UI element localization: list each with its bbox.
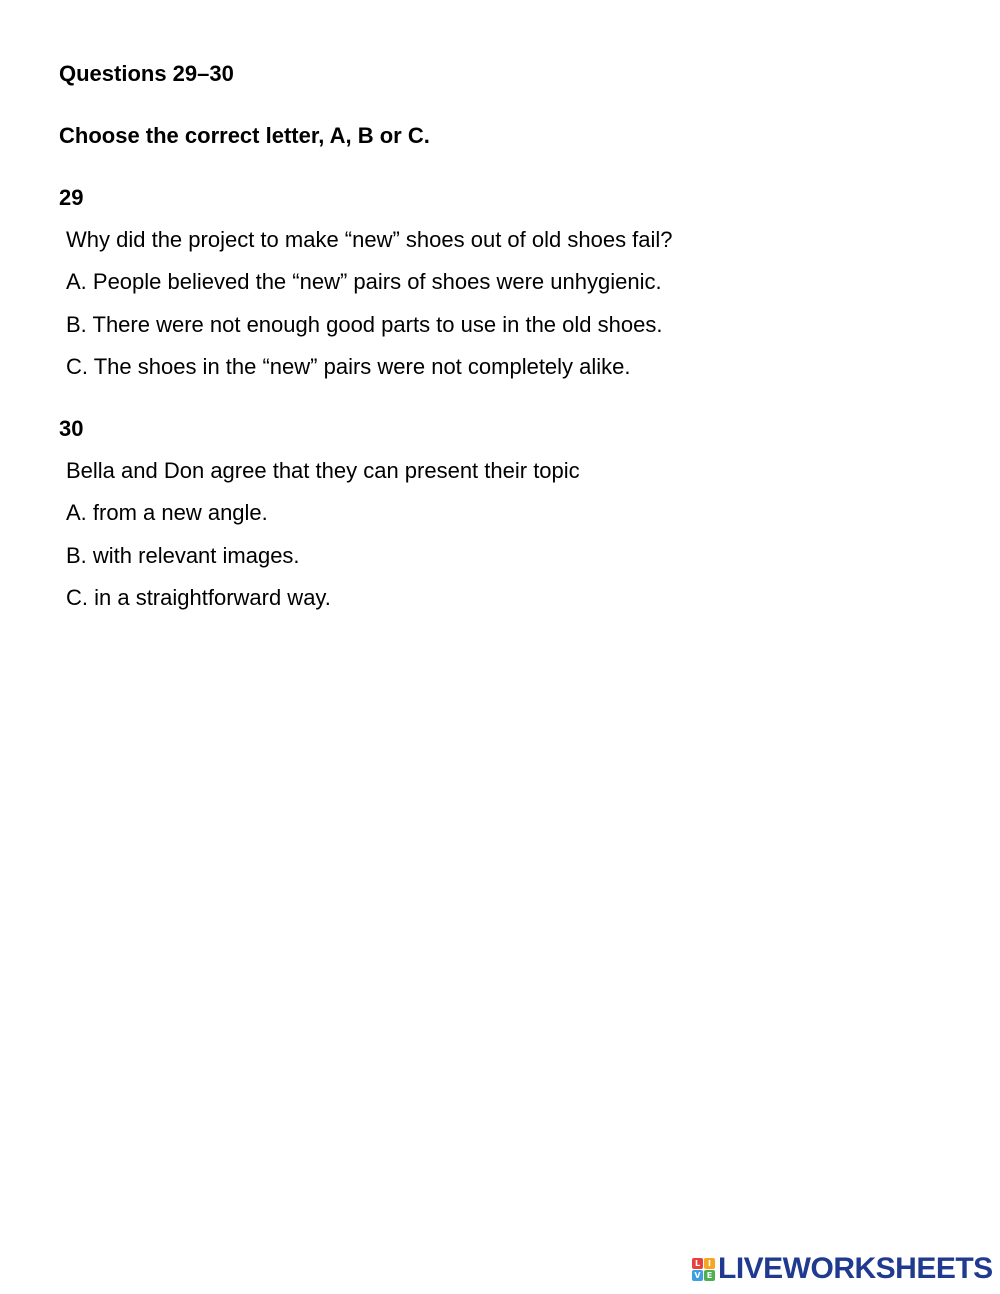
- question-29-number: 29: [59, 185, 84, 210]
- question-29-prompt: Why did the project to make “new” shoes out of old shoes fail?: [66, 227, 673, 252]
- logo-mark-icon: [692, 1258, 715, 1281]
- logo-mark-letter-v: V: [692, 1270, 703, 1281]
- section-title: Questions 29–30: [59, 61, 234, 86]
- logo-mark-letter-e: E: [704, 1270, 715, 1281]
- question-30-prompt: Bella and Don agree that they can present their topic: [66, 458, 580, 483]
- question-30-option-c: C. in a straightforward way.: [66, 585, 331, 610]
- question-30-option-a: A. from a new angle.: [66, 500, 268, 525]
- logo-mark-letter-l: L: [692, 1258, 703, 1269]
- question-30-number: 30: [59, 416, 84, 441]
- liveworksheets-logo: [692, 1254, 993, 1284]
- logo-text: LIVEWORKSHEETS: [718, 1252, 993, 1285]
- question-29-option-a: A. People believed the “new” pairs of shoes were unhygienic.: [66, 269, 662, 294]
- instruction-text: Choose the correct letter, A, B or C.: [59, 123, 430, 148]
- logo-mark-letter-i: I: [704, 1258, 715, 1269]
- question-29-option-b: B. There were not enough good parts to use in the old shoes.: [66, 312, 663, 337]
- question-29-option-c: C. The shoes in the “new” pairs were not completely alike.: [66, 354, 631, 379]
- question-30-option-b: B. with relevant images.: [66, 543, 300, 568]
